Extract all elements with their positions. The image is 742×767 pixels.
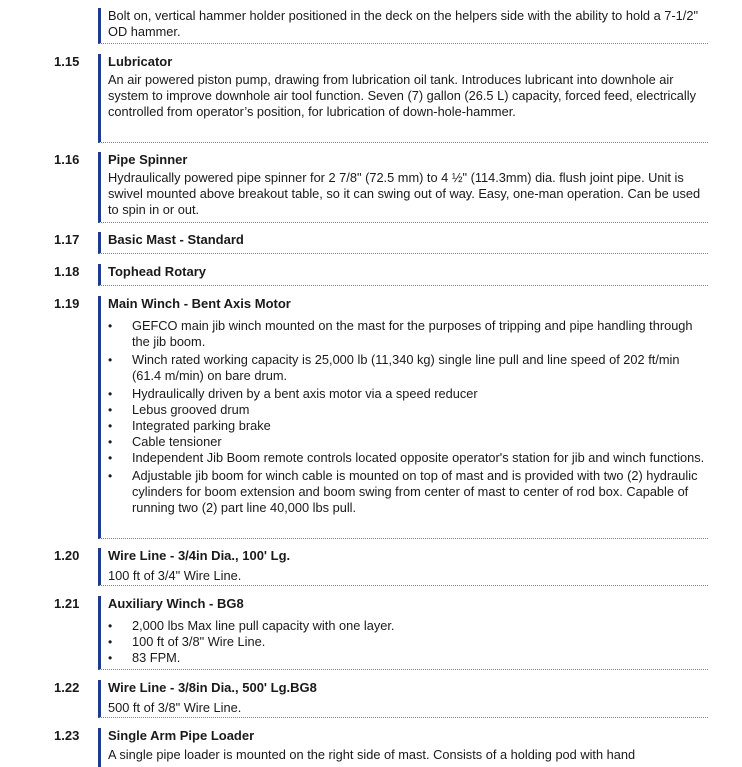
section-text: 500 ft of 3/8" Wire Line. [108, 700, 242, 715]
intro-block [98, 8, 708, 44]
section-number: 1.23 [54, 728, 80, 743]
section-content [98, 264, 708, 286]
section-content [98, 152, 708, 223]
bullet-list [108, 618, 708, 666]
list-item: • Integrated parking brake [108, 418, 708, 434]
section-title: Wire Line - 3/8in Dia., 500' Lg.BG8 [108, 680, 317, 695]
list-item: • 2,000 lbs Max line pull capacity with one layer. [108, 618, 708, 634]
list-item: • Winch rated working capacity is 25,000 lb (11,340 kg) single line pull and line speed of 202 ft/min (61.4 m/min) on bare drum. [108, 352, 708, 384]
section-number: 1.22 [54, 680, 80, 695]
section-number: 1.20 [54, 548, 80, 563]
list-item: • Hydraulically driven by a bent axis motor via a speed reducer [108, 386, 708, 402]
section-number: 1.15 [54, 54, 80, 69]
section-title: Tophead Rotary [108, 264, 206, 279]
section-number: 1.17 [54, 232, 80, 247]
section-title: Lubricator [108, 54, 173, 69]
section-text: 100 ft of 3/4" Wire Line. [108, 568, 242, 583]
intro-text: Bolt on, vertical hammer holder positioned in the deck on the helpers side with the ability to hold a 7-1/2" OD hammer. [108, 8, 698, 39]
section-number: 1.16 [54, 152, 80, 167]
section-number: 1.19 [54, 296, 80, 311]
list-item: • 100 ft of 3/8" Wire Line. [108, 634, 708, 650]
list-item: • Cable tensioner [108, 434, 708, 450]
list-item: • Lebus grooved drum [108, 402, 708, 418]
section-content [98, 548, 708, 586]
section-content [98, 596, 708, 670]
list-item: • Independent Jib Boom remote controls located opposite operator's station for jib and winch functions. [108, 450, 708, 466]
list-item: • Adjustable jib boom for winch cable is mounted on top of mast and is provided with two (2) hydraulic cylinders for boom extension and boom swing from center of mast to center of rod box. Capable of running two (2) part line 40,000 lbs pull. [108, 468, 708, 516]
section-text: An air powered piston pump, drawing from lubrication oil tank. Introduces lubricant into downhole air system to improve downhole air tool function. Seven (7) gallon (26.5 L) capacity, forced feed, electrically controlled from operator’s position, for lubrication of down-hole-hammer. [108, 72, 697, 119]
section-title: Basic Mast - Standard [108, 232, 244, 247]
section-title: Pipe Spinner [108, 152, 188, 167]
section-content [98, 232, 708, 254]
section-title: Wire Line - 3/4in Dia., 100' Lg. [108, 548, 291, 563]
section-content [98, 728, 708, 767]
section-title: Single Arm Pipe Loader [108, 728, 255, 743]
section-content [98, 680, 708, 718]
section-text: A single pipe loader is mounted on the right side of mast. Consists of a holding pod with hand [108, 747, 636, 762]
section-number: 1.18 [54, 264, 80, 279]
section-text: Hydraulically powered pipe spinner for 2 7/8" (72.5 mm) to 4 ½" (114.3mm) dia. flush joint pipe. Unit is swivel mounted above breakout table, so it can swing out of way. Easy, one-man operation. Can be used to spin in or out. [108, 170, 701, 217]
section-content [98, 54, 708, 143]
list-item: • 83 FPM. [108, 650, 708, 666]
section-number: 1.21 [54, 596, 80, 611]
section-title: Main Winch - Bent Axis Motor [108, 296, 291, 311]
list-item: • GEFCO main jib winch mounted on the mast for the purposes of tripping and pipe handling through the jib boom. [108, 318, 708, 350]
bullet-list [108, 318, 708, 516]
section-title: Auxiliary Winch - BG8 [108, 596, 244, 611]
section-content [98, 296, 708, 539]
